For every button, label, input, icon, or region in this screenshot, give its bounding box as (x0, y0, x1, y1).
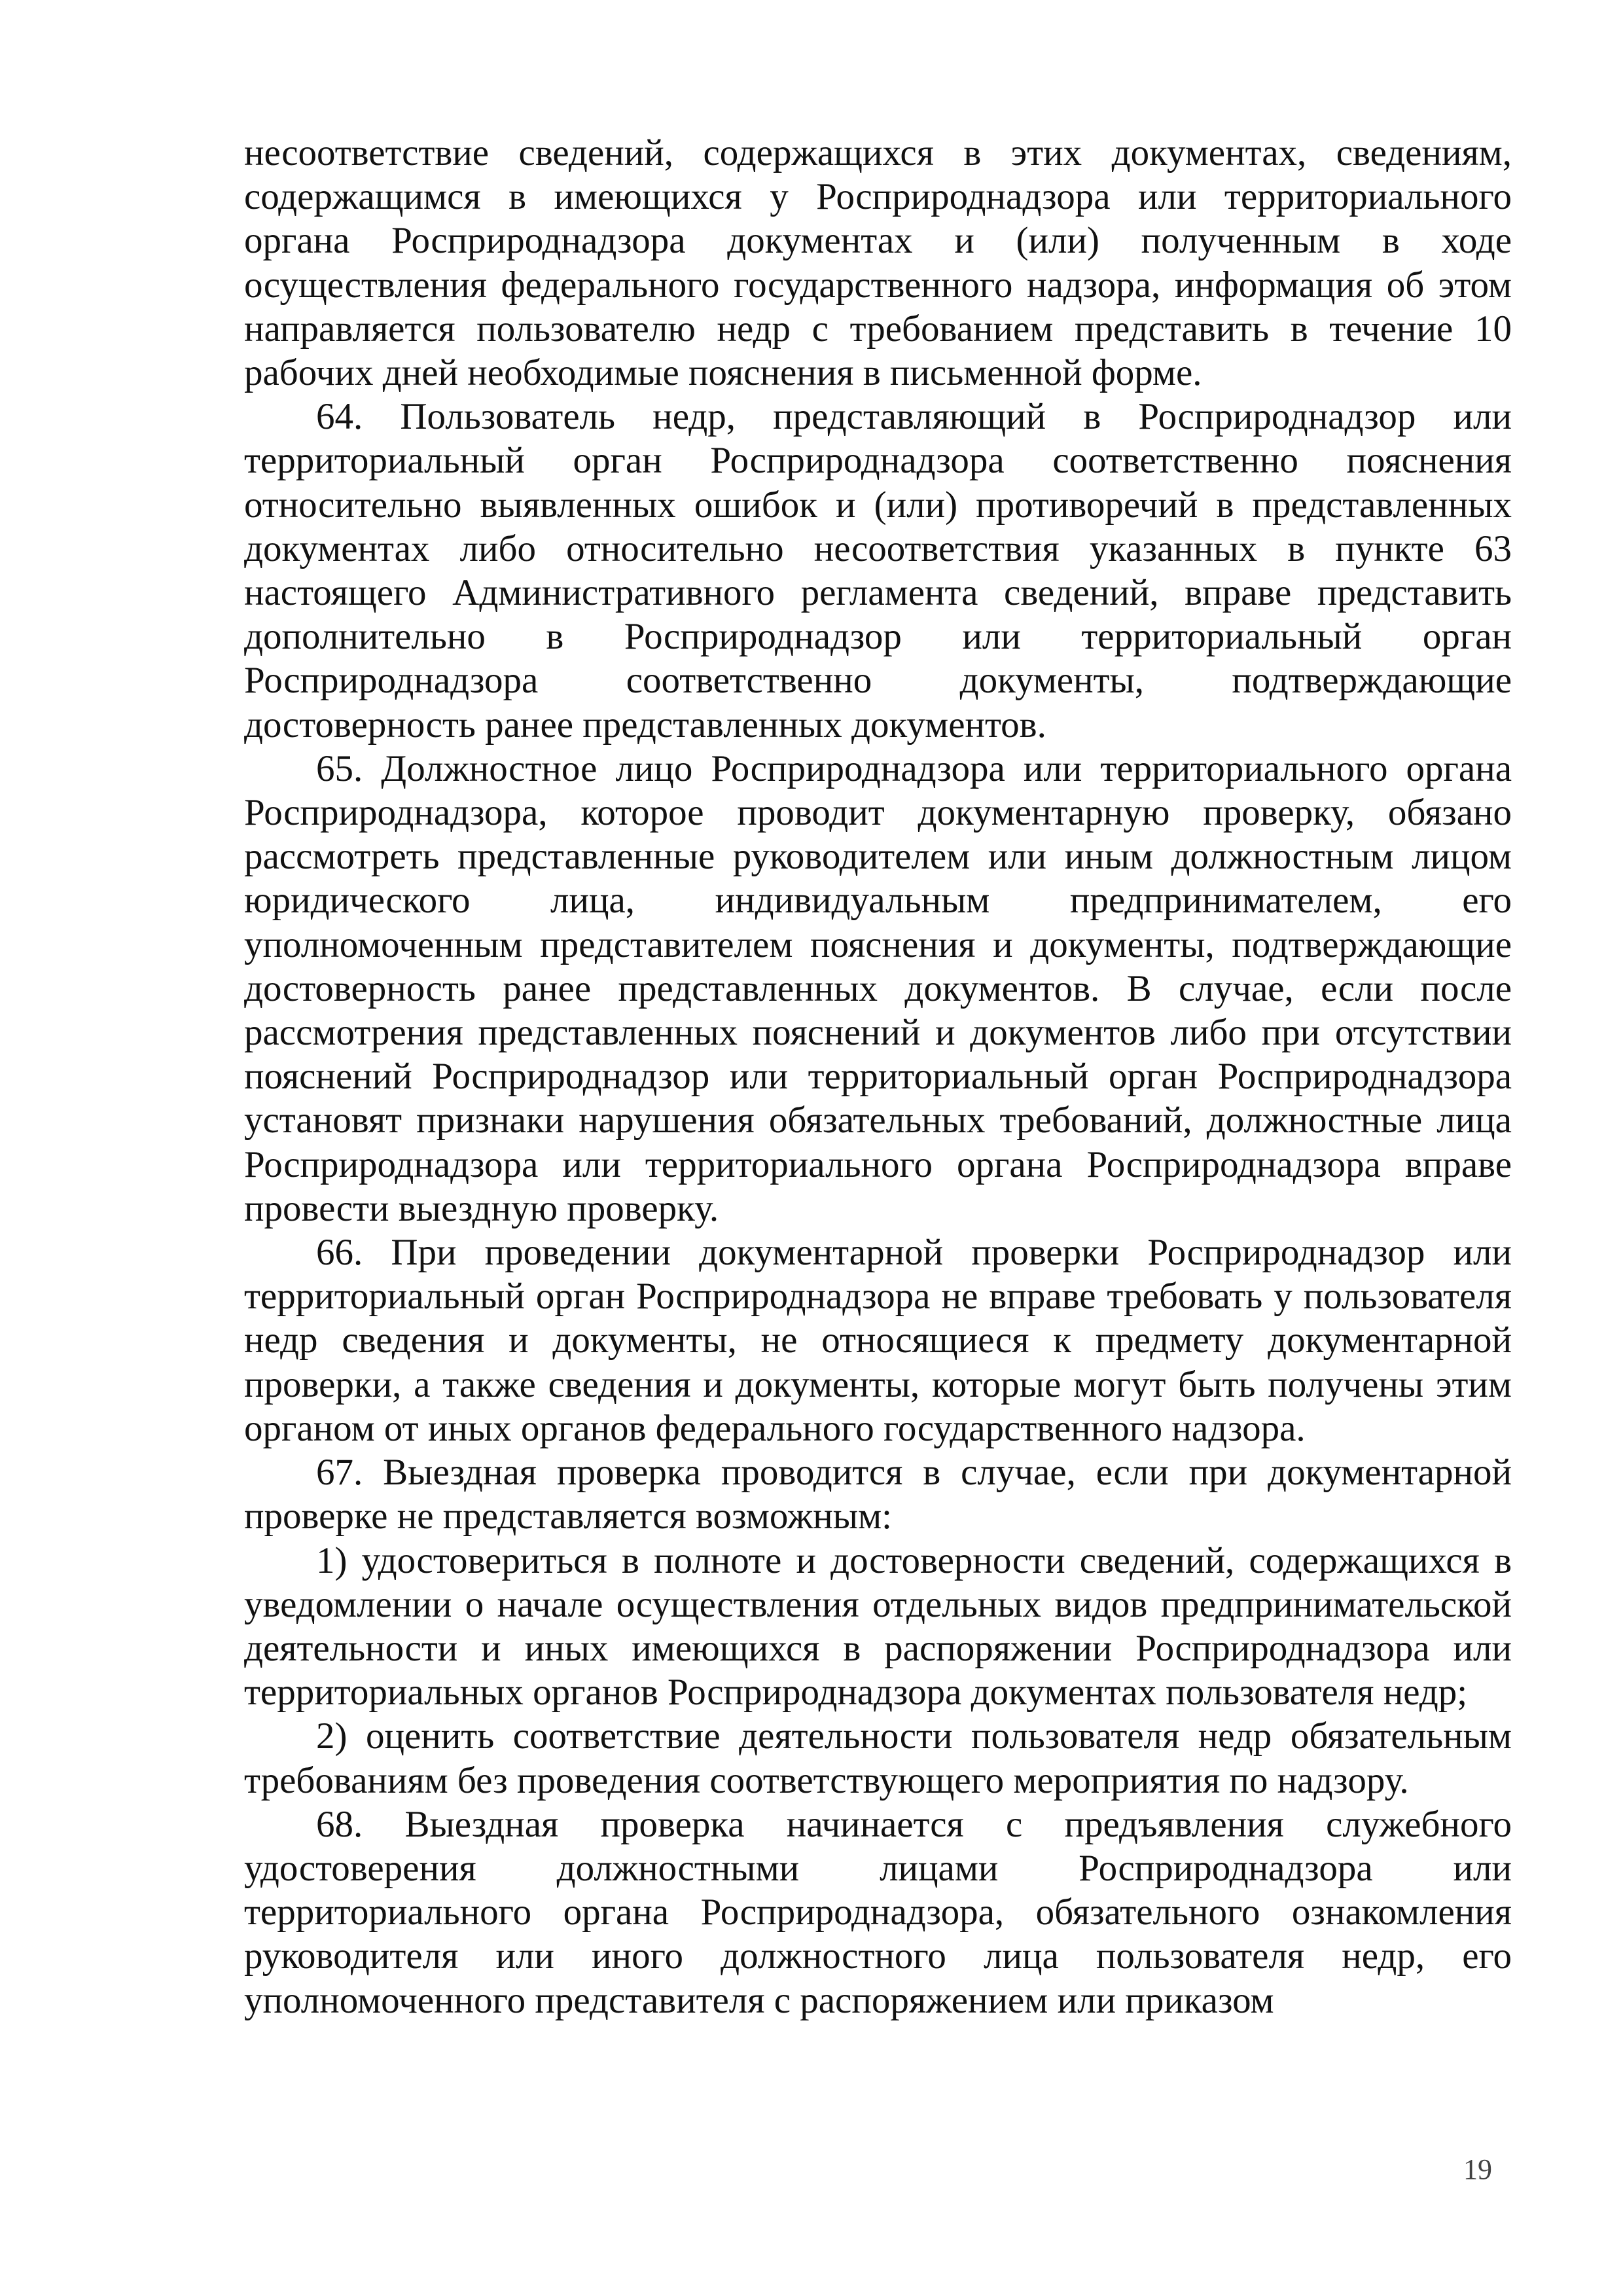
page-number: 19 (1463, 2153, 1492, 2185)
paragraph-66: 66. При проведении документарной проверки Росприроднадзор или территориальный орган Росприроднадзора не вправе требовать у пользователя недр сведения и документы, не относящиеся к предмету документарной проверки, а также сведения и документы, которые могут быть получены этим органом от иных органов федерального государственного надзора. (244, 1232, 1512, 1449)
paragraph-67: 67. Выездная проверка проводится в случае, если при документарной проверке не представляется возможным: (244, 1452, 1512, 1537)
paragraph-64: 64. Пользователь недр, представляющий в Росприроднадзор или территориальный орган Росприроднадзора соответственно пояснения относительно выявленных ошибок и (или) противоречий в представленных документах либо относительно несоответствия указанных в пункте 63 настоящего Административного регламента сведений, вправе представить дополнительно в Росприроднадзор или территориальный орган Росприроднадзора соответственно документы, подтверждающие достоверность ранее представленных документов. (244, 396, 1512, 745)
paragraph-67-item-1: 1) удостовериться в полноте и достоверности сведений, содержащихся в уведомлении о начале осуществления отдельных видов предпринимательской деятельности и иных имеющихся в распоряжении Росприроднадзора или территориальных органов Росприроднадзора документах пользователя недр; (244, 1539, 1512, 1713)
paragraph-65: 65. Должностное лицо Росприроднадзора или территориального органа Росприроднадзора, которое проводит документарную проверку, обязано рассмотреть представленные руководителем или иным должностным лицом юридического лица, индивидуальным предпринимателем, его уполномоченным представителем пояснения и документы, подтверждающие достоверность ранее представленных документов. В случае, если после рассмотрения представленных пояснений и документов либо при отсутствии пояснений Росприроднадзор или территориальный орган Росприроднадзора установят признаки нарушения обязательных требований, должностные лица Росприроднадзора или территориального органа Росприроднадзора вправе провести выездную проверку. (244, 747, 1512, 1229)
paragraph-67-item-2: 2) оценить соответствие деятельности пользователя недр обязательным требованиям без проведения соответствующего мероприятия по надзору. (244, 1715, 1512, 1801)
document-page (244, 131, 1512, 2022)
paragraph-68: 68. Выездная проверка начинается с предъявления служебного удостоверения должностными лицами Росприроднадзора или территориального органа Росприроднадзора, обязательного ознакомления руководителя или иного должностного лица пользователя недр, его уполномоченного представителя с распоряжением или приказом (244, 1803, 1512, 2021)
paragraph-63-continuation: несоответствие сведений, содержащихся в этих документах, сведениям, содержащимся в имеющихся у Росприроднадзора или территориального органа Росприроднадзора документах и (или) полученным в ходе осуществления федерального государственного надзора, информация об этом направляется пользователю недр с требованием представить в течение 10 рабочих дней необходимые пояснения в письменной форме. (244, 132, 1512, 394)
